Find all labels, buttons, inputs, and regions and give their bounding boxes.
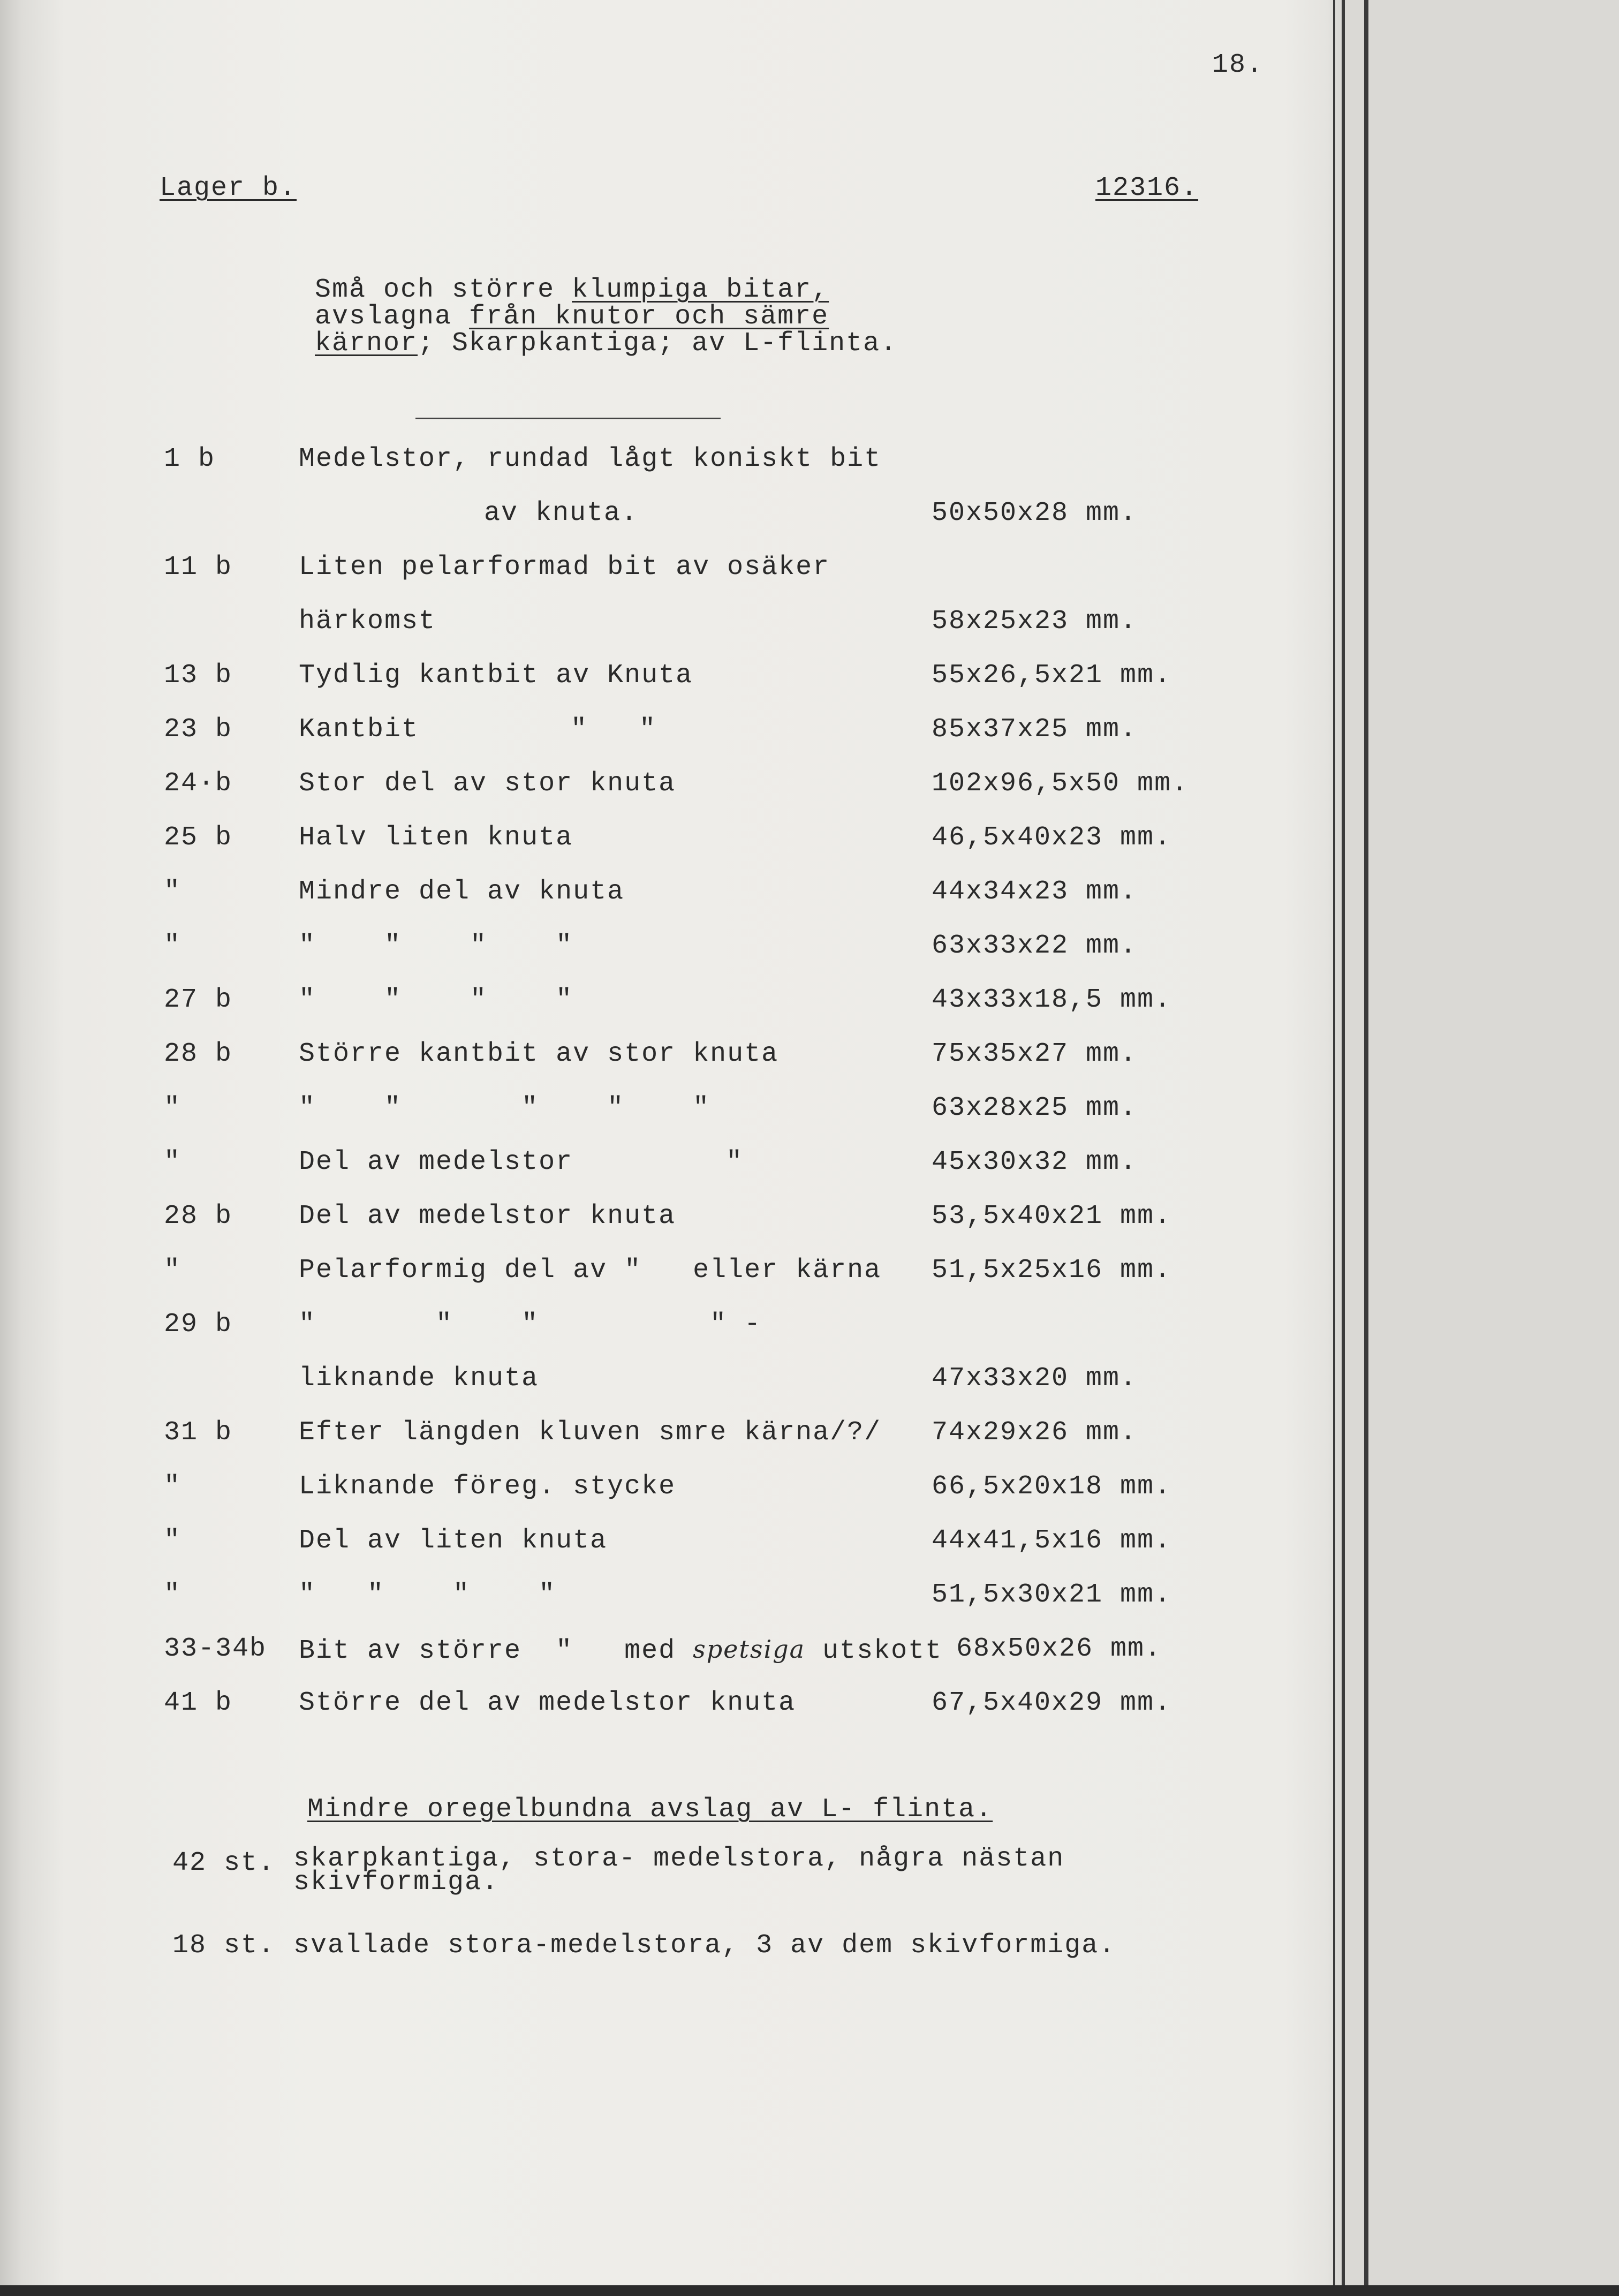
row-description-text: Halv liten knuta xyxy=(299,822,573,853)
row-description xyxy=(299,1200,676,1233)
row-description-text: " " " " xyxy=(299,985,573,1015)
row-id: 28 b xyxy=(164,1201,233,1232)
catalog-number: 12316. xyxy=(1095,173,1199,203)
row-description xyxy=(299,1579,556,1611)
row-dimensions: 51,5x25x16 mm. xyxy=(932,1255,1172,1286)
row-dimensions: 46,5x40x23 mm. xyxy=(932,822,1172,853)
row-description-text: Större del av medelstor knuta xyxy=(299,1688,796,1718)
row-description xyxy=(299,606,436,638)
row-id: " xyxy=(164,931,181,961)
row-description-text: " " " " - xyxy=(299,1309,762,1340)
row-description-text: härkomst xyxy=(299,606,436,637)
section-heading: Mindre oregelbundna avslag av L- flinta. xyxy=(307,1794,993,1825)
row-description xyxy=(299,714,419,746)
row-description xyxy=(299,660,693,692)
separator-line xyxy=(415,418,721,419)
row-dimensions: 75x35x27 mm. xyxy=(932,1039,1138,1069)
intro-text-underlined: klumpiga bitar, xyxy=(572,275,829,305)
row-id: " xyxy=(164,877,181,907)
row-id: 41 b xyxy=(164,1688,233,1718)
row-id: 27 b xyxy=(164,985,233,1015)
binding-edge-line xyxy=(1364,0,1368,2296)
row-description xyxy=(299,930,573,962)
row-dimensions: 47x33x20 mm. xyxy=(932,1363,1138,1394)
row-id: " xyxy=(164,1147,181,1177)
binding-edge-line xyxy=(1333,0,1335,2296)
scan-bottom-edge xyxy=(0,2285,1619,2296)
row-dimensions: 68x50x26 mm. xyxy=(956,1634,1162,1664)
intro-text-underlined: från knutor och sämre xyxy=(469,301,829,332)
space xyxy=(676,1636,693,1666)
row-dimensions: 63x28x25 mm. xyxy=(932,1093,1138,1123)
row-id: " xyxy=(164,1580,181,1610)
row-description xyxy=(484,497,638,530)
row-description xyxy=(299,1417,881,1449)
row-description xyxy=(299,443,881,475)
row-dimensions: 43x33x18,5 mm. xyxy=(932,985,1172,1015)
item-text: skarpkantiga, stora- medelstora, några nästan xyxy=(293,1844,1065,1874)
row-description xyxy=(299,1525,607,1557)
row-description xyxy=(299,876,624,908)
item-text: svallade stora-medelstora, 3 av dem skivformiga. xyxy=(293,1930,1116,1961)
row-description-text: Del av medelstor knuta xyxy=(299,1201,676,1232)
row-id: " xyxy=(164,1525,181,1556)
row-description-text: Efter längden kluven smre kärna/?/ xyxy=(299,1417,882,1448)
row-description-text: av knuta. xyxy=(484,498,639,528)
row-description xyxy=(299,768,676,800)
row-description-text: Mindre del av knuta xyxy=(299,877,625,907)
item-count: 18 st. xyxy=(172,1930,276,1961)
row-id: 29 b xyxy=(164,1309,233,1340)
row-dimensions: 63x33x22 mm. xyxy=(932,931,1138,961)
row-description-text: " " " " xyxy=(299,1580,556,1610)
row-description xyxy=(299,984,573,1016)
row-description xyxy=(299,1309,761,1341)
row-description-text: " " " " xyxy=(299,931,573,961)
row-id: " xyxy=(164,1093,181,1123)
row-dimensions: 45x30x32 mm. xyxy=(932,1147,1138,1177)
row-dimensions: 74x29x26 mm. xyxy=(932,1417,1138,1448)
row-id: 11 b xyxy=(164,552,233,583)
row-description xyxy=(299,1146,573,1179)
row-id: 31 b xyxy=(164,1417,233,1448)
row-description-text: Del av medelstor xyxy=(299,1147,573,1177)
row-description xyxy=(299,1363,539,1395)
row-dimensions: 51,5x30x21 mm. xyxy=(932,1580,1172,1610)
row-id: 1 b xyxy=(164,444,216,474)
row-id: 28 b xyxy=(164,1039,233,1069)
row-dimensions: 44x41,5x16 mm. xyxy=(932,1525,1172,1556)
binding-edge-line xyxy=(1342,0,1345,2296)
intro-text: ; Skarpkantiga; av L-flinta. xyxy=(418,328,898,359)
row-description-text: utskott xyxy=(822,1636,943,1666)
row-description xyxy=(299,1687,796,1719)
row-id: " xyxy=(164,1471,181,1502)
page-number: 18. xyxy=(1212,50,1264,80)
row-id: " xyxy=(164,1255,181,1286)
ditto-mark: " " xyxy=(571,714,657,745)
row-description xyxy=(299,822,573,854)
row-description-text: Pelarformig del av " eller kärna xyxy=(299,1255,882,1286)
row-description xyxy=(299,1471,676,1503)
ditto-mark: " xyxy=(726,1147,744,1177)
row-description-text: Del av liten knuta xyxy=(299,1525,608,1556)
row-description xyxy=(299,1038,778,1070)
space xyxy=(805,1636,822,1666)
row-description xyxy=(299,552,830,584)
row-description-text: Stor del av stor knuta xyxy=(299,768,676,799)
row-description xyxy=(299,1092,710,1124)
intro-text: Små och större xyxy=(315,275,572,305)
intro-line-1 xyxy=(315,275,829,305)
intro-text-underlined: kärnor xyxy=(315,328,418,359)
row-dimensions: 102x96,5x50 mm. xyxy=(932,768,1189,799)
handwritten-word: spetsiga xyxy=(693,1635,806,1664)
row-id: 33-34b xyxy=(164,1634,267,1664)
row-dimensions: 58x25x23 mm. xyxy=(932,606,1138,637)
intro-line-3 xyxy=(315,328,898,359)
row-dimensions: 44x34x23 mm. xyxy=(932,877,1138,907)
row-dimensions: 85x37x25 mm. xyxy=(932,714,1138,745)
row-description-text: Liten pelarformad bit av osäker xyxy=(299,552,830,583)
row-description xyxy=(299,1255,881,1287)
row-description-text: Medelstor, rundad lågt koniskt bit xyxy=(299,444,882,474)
row-id: 25 b xyxy=(164,822,233,853)
row-description-text: liknande knuta xyxy=(299,1363,539,1394)
row-description-text: Liknande föreg. stycke xyxy=(299,1471,676,1502)
row-dimensions: 67,5x40x29 mm. xyxy=(932,1688,1172,1718)
row-description xyxy=(299,1633,942,1667)
row-dimensions: 66,5x20x18 mm. xyxy=(932,1471,1172,1502)
row-id: 23 b xyxy=(164,714,233,745)
row-dimensions: 50x50x28 mm. xyxy=(932,498,1138,528)
row-description-text: Kantbit xyxy=(299,714,419,745)
header-left-label: Lager b. xyxy=(160,173,297,203)
item-text: skivformiga. xyxy=(293,1867,500,1898)
item-count: 42 st. xyxy=(172,1848,276,1878)
row-id: 13 b xyxy=(164,660,233,691)
row-description-text: Bit av större " med xyxy=(299,1636,676,1666)
intro-line-2 xyxy=(315,301,829,332)
intro-text: avslagna xyxy=(315,301,470,332)
row-dimensions: 53,5x40x21 mm. xyxy=(932,1201,1172,1232)
row-dimensions: 55x26,5x21 mm. xyxy=(932,660,1172,691)
row-description-text: Tydlig kantbit av Knuta xyxy=(299,660,693,691)
row-description-text: Större kantbit av stor knuta xyxy=(299,1039,779,1069)
row-description-text: " " " " " xyxy=(299,1093,710,1123)
row-id: 24·b xyxy=(164,768,233,799)
